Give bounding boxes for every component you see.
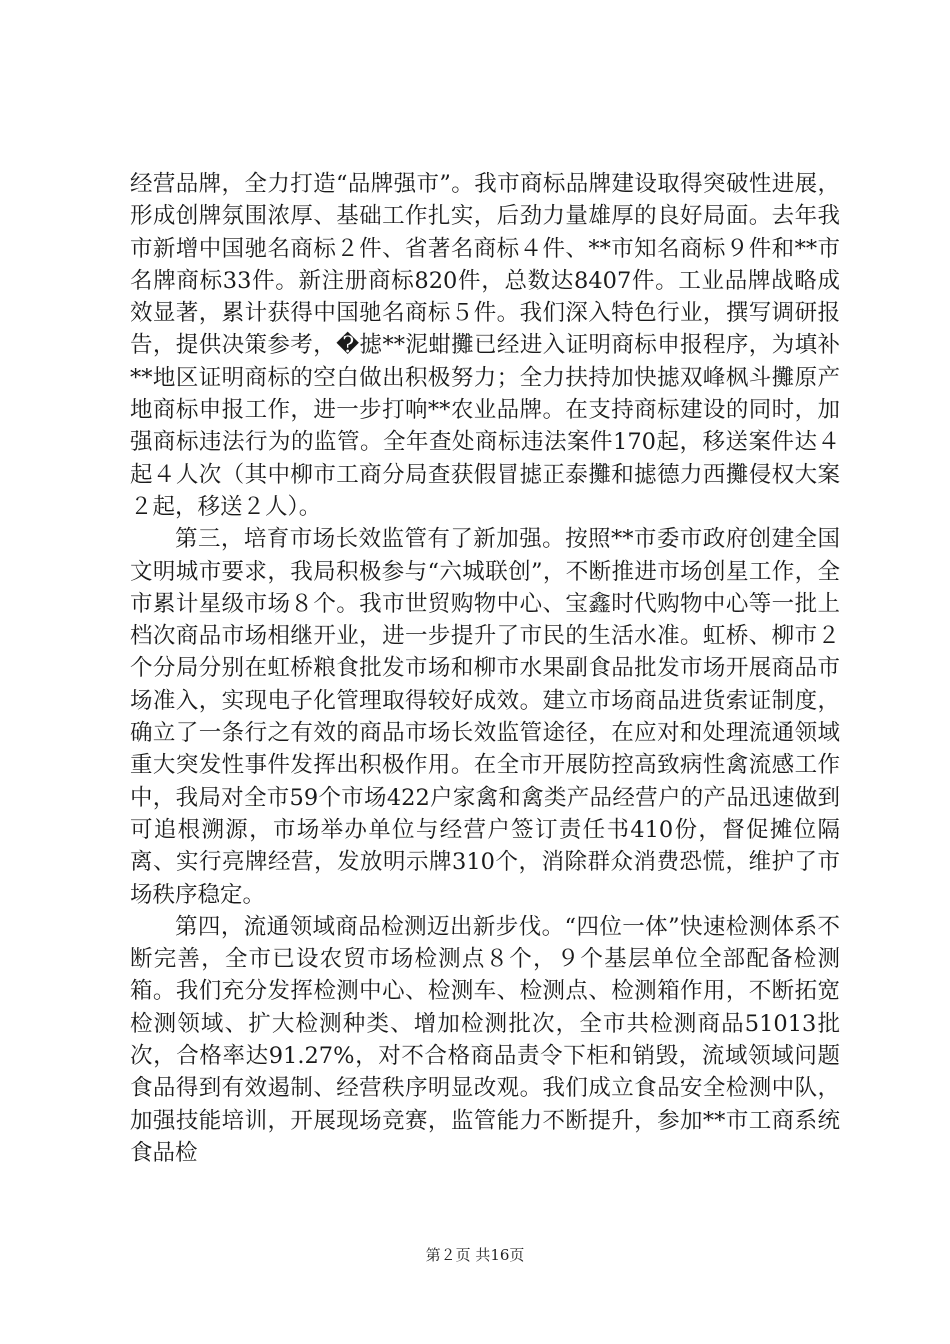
- paragraph-market-supervision: 第三，培育市场长效监管有了新加强。按照**市委市政府创建全国文明城市要求，我局积极参与“六城联创”，不断推进市场创星工作，全市累计星级市场８个。我市世贸购物中心、宝鑫时代购物中心等一批上档次商品市场相继开业，进一步提升了市民的生活水准。虹桥、柳市２个分局分别在虹桥粮食批发市场和柳市水果副食品批发市场开展商品市场准入，实现电子化管理取得较好成效。建立市场商品进货索证制度，确立了一条行之有效的商品市场长效监管途径，在应对和处理流通领域重大突发性事件发挥出积极作用。在全市开展防控高致病性禽流感工作中，我局对全市59个市场422户家禽和禽类产品经营户的产品迅速做到可追根溯源，市场举办单位与经营户签订责任书410份，督促摊位隔离、实行亮牌经营，发放明示牌310个，消除群众消费恐慌，维护了市场秩序稳定。: [130, 526, 840, 908]
- paragraph-brand-strategy: 经营品牌，全力打造“品牌强市”。我市商标品牌建设取得突破性进展，形成创牌氛围浓厚、基础工作扎实，后劲力量雄厚的良好局面。去年我市新增中国驰名商标２件、省著名商标４件、**市知名商标９件和**市名牌商标33件。新注册商标820件，总数达8407件。工业品牌战略成效显著，累计获得中国驰名商标５件。我们深入特色行业，撰写调研报告，提供决策参考，�摅**泥蚶攤已经进入证明商标申报程序，为填补**地区证明商标的空白做出积极努力；全力扶持加快摅双峰枫斗攤原产地商标申报工作，进一步打响**农业品牌。在支持商标建设的同时，加强商标违法行为的监管。全年查处商标违法案件170起，移送案件达４起４人次（其中柳市工商分局查获假冒摅正泰攤和摅德力西攤侵权大案２起，移送２人）。: [130, 171, 840, 520]
- page-number-footer: 第２页 共16页: [425, 1246, 525, 1264]
- document-body: [130, 168, 840, 1169]
- paragraph-product-testing: 第四，流通领域商品检测迈出新步伐。“四位一体”快速检测体系不断完善，全市已设农贸市场检测点８个，９个基层单位全部配备检测箱。我们充分发挥检测中心、检测车、检测点、检测箱作用，不断拓宽检测领域、扩大检测种类、增加检测批次，全市共检测商品51013批次，合格率达91.27%，对不合格商品责令下柜和销毁，流域领域问题食品得到有效遏制、经营秩序明显改观。我们成立食品安全检测中队，加强技能培训，开展现场竞赛，监管能力不断提升，参加**市工商系统食品检: [130, 913, 840, 1166]
